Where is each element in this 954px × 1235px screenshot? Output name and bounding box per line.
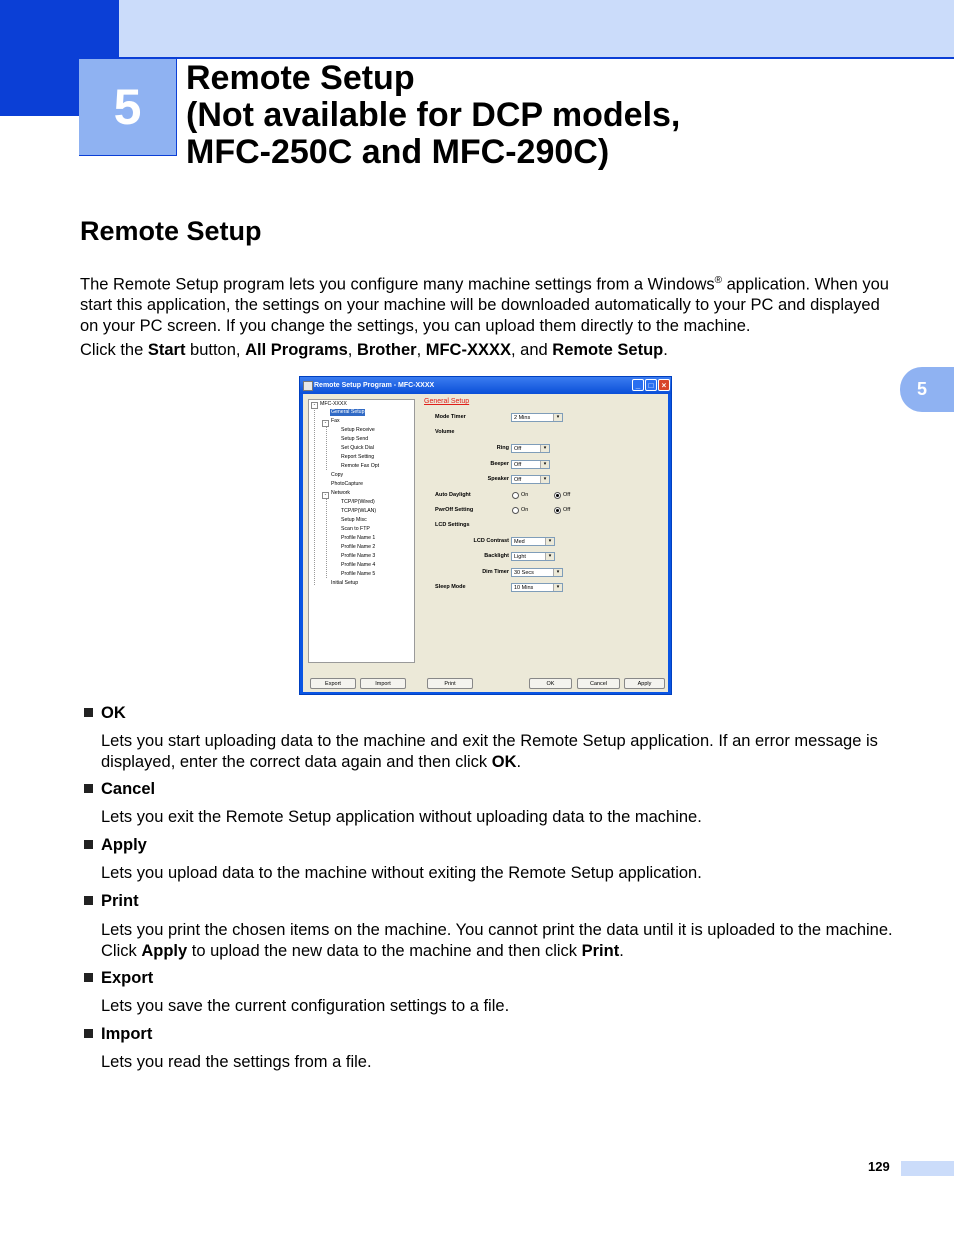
item-ok-heading: OK bbox=[84, 703, 126, 723]
item-import-heading: Import bbox=[84, 1024, 152, 1044]
cancel-button[interactable]: Cancel bbox=[577, 678, 620, 689]
auto-daylight-label: Auto Daylight bbox=[435, 492, 471, 498]
tree-item[interactable]: Profile Name 3 bbox=[341, 553, 376, 559]
mode-timer-dropdown[interactable]: 2 Mins ▾ bbox=[511, 413, 563, 422]
maximize-button[interactable]: □ bbox=[645, 379, 657, 391]
tree-item[interactable]: PhotoCapture bbox=[331, 481, 364, 487]
item-print-heading: Print bbox=[84, 891, 139, 911]
tree-expander-network[interactable]: - bbox=[322, 492, 329, 499]
tree-item-selected[interactable]: General Setup bbox=[331, 409, 365, 415]
item-cancel-desc: Lets you exit the Remote Setup application without uploading data to the machine. bbox=[101, 808, 702, 826]
chevron-down-icon: ▾ bbox=[545, 538, 554, 545]
speaker-label: Speaker bbox=[487, 476, 509, 482]
tree-item[interactable]: Network bbox=[331, 490, 351, 496]
radio-off-label: Off bbox=[563, 507, 571, 513]
tree-item[interactable]: Report Setting bbox=[341, 454, 375, 460]
chapter-title-line-3: MFC-250C and MFC-290C) bbox=[186, 133, 610, 171]
item-import-desc: Lets you read the settings from a file. bbox=[101, 1053, 372, 1071]
auto-daylight-on-radio[interactable] bbox=[512, 492, 519, 499]
sleep-mode-dropdown[interactable]: 10 Mins ▾ bbox=[511, 583, 563, 592]
item-apply-heading: Apply bbox=[84, 835, 147, 855]
window-client-area bbox=[303, 394, 668, 692]
speaker-dropdown[interactable]: Off ▾ bbox=[511, 475, 550, 484]
tree-item[interactable]: Profile Name 4 bbox=[341, 562, 376, 568]
tree-item[interactable]: Profile Name 5 bbox=[341, 571, 376, 577]
tree-item[interactable]: Profile Name 2 bbox=[341, 544, 376, 550]
instruction-paragraph: Click the Start button, All Programs, Brother, MFC-XXXX, and Remote Setup. bbox=[80, 341, 668, 359]
dim-timer-label: Dim Timer bbox=[482, 569, 509, 575]
beeper-dropdown[interactable]: Off ▾ bbox=[511, 460, 550, 469]
radio-off-label: Off bbox=[563, 492, 571, 498]
item-export-heading: Export bbox=[84, 968, 153, 988]
mode-timer-label: Mode Timer bbox=[435, 414, 466, 420]
window-title: Remote Setup Program - MFC-XXXX bbox=[314, 382, 435, 389]
lcd-contrast-label: LCD Contrast bbox=[473, 538, 509, 544]
beeper-label: Beeper bbox=[490, 461, 509, 467]
tree-item[interactable]: Fax bbox=[331, 418, 340, 424]
bullet-square-icon bbox=[84, 708, 93, 717]
radio-on-label: On bbox=[521, 492, 529, 498]
item-export-desc: Lets you save the current configuration settings to a file. bbox=[101, 997, 510, 1015]
item-print-desc: Lets you print the chosen items on the machine. You cannot print the data until it is uploaded to the machine. Click Apply to upload the new data to the machine and then click Print. bbox=[101, 921, 893, 960]
tree-item[interactable]: Setup Misc bbox=[341, 517, 367, 523]
backlight-dropdown[interactable]: Light ▾ bbox=[511, 552, 555, 561]
item-apply-desc: Lets you upload data to the machine without exiting the Remote Setup application. bbox=[101, 864, 702, 882]
chevron-down-icon: ▾ bbox=[553, 584, 562, 591]
bullet-square-icon bbox=[84, 840, 93, 849]
chapter-side-tab: 5 bbox=[900, 367, 954, 412]
chapter-title bbox=[186, 60, 926, 171]
lcd-settings-label: LCD Settings bbox=[435, 522, 470, 528]
remote-setup-window bbox=[299, 376, 672, 695]
tree-item[interactable]: Initial Setup bbox=[331, 580, 359, 586]
tree-item[interactable]: Setup Receive bbox=[341, 427, 375, 433]
item-cancel-heading: Cancel bbox=[84, 779, 155, 799]
chapter-title-line-1: Remote Setup bbox=[186, 59, 415, 97]
chevron-down-icon: ▾ bbox=[545, 553, 554, 560]
import-button[interactable]: Import bbox=[360, 678, 406, 689]
bullet-square-icon bbox=[84, 1029, 93, 1038]
pwroff-setting-label: PwrOff Setting bbox=[435, 507, 474, 513]
backlight-label: Backlight bbox=[484, 553, 509, 559]
tree-item[interactable]: Set Quick Dial bbox=[341, 445, 374, 451]
tree-item[interactable]: Copy bbox=[331, 472, 344, 478]
bullet-square-icon bbox=[84, 973, 93, 982]
chevron-down-icon: ▾ bbox=[553, 414, 562, 421]
settings-panel bbox=[417, 394, 667, 662]
export-button[interactable]: Export bbox=[310, 678, 356, 689]
tree-item[interactable]: MFC-XXXX bbox=[320, 401, 347, 407]
section-title: Remote Setup bbox=[80, 216, 262, 246]
chapter-number-box: 5 bbox=[79, 59, 177, 156]
chevron-down-icon: ▾ bbox=[553, 569, 562, 576]
minimize-button[interactable]: _ bbox=[632, 379, 644, 391]
tree-item[interactable]: Remote Fax Opt bbox=[341, 463, 380, 469]
chevron-down-icon: ▾ bbox=[540, 445, 549, 452]
bullet-square-icon bbox=[84, 784, 93, 793]
bullet-square-icon bbox=[84, 896, 93, 905]
page-number: 129 bbox=[868, 1159, 890, 1174]
dim-timer-dropdown[interactable]: 30 Secs ▾ bbox=[511, 568, 563, 577]
lcd-contrast-dropdown[interactable]: Med ▾ bbox=[511, 537, 555, 546]
sleep-mode-label: Sleep Mode bbox=[435, 584, 466, 590]
tree-item[interactable]: Scan to FTP bbox=[341, 526, 370, 532]
chevron-down-icon: ▾ bbox=[540, 461, 549, 468]
app-icon bbox=[303, 381, 313, 391]
volume-label: Volume bbox=[435, 429, 455, 435]
footer-bar bbox=[901, 1161, 954, 1176]
tree-item[interactable]: Setup Send bbox=[341, 436, 369, 442]
ring-label: Ring bbox=[496, 445, 509, 451]
ok-button[interactable]: OK bbox=[529, 678, 572, 689]
pwroff-off-radio[interactable] bbox=[554, 507, 561, 514]
close-button[interactable]: × bbox=[658, 379, 670, 391]
chapter-title-line-2: (Not available for DCP models, bbox=[186, 96, 681, 134]
print-button[interactable]: Print bbox=[427, 678, 473, 689]
apply-button[interactable]: Apply bbox=[624, 678, 665, 689]
auto-daylight-off-radio[interactable] bbox=[554, 492, 561, 499]
panel-title: General Setup bbox=[424, 398, 470, 405]
pwroff-on-radio[interactable] bbox=[512, 507, 519, 514]
chevron-down-icon: ▾ bbox=[540, 476, 549, 483]
settings-tree bbox=[308, 399, 415, 663]
tree-item[interactable]: TCP/IP(WLAN) bbox=[341, 508, 377, 514]
intro-paragraph: The Remote Setup program lets you configure many machine settings from a Windows® application. When you start this application, the settings on your machine will be downloaded automatically to your PC and displayed on your PC screen. If you change the settings, you can upload them directly to the machine. bbox=[80, 275, 889, 335]
tree-item[interactable]: TCP/IP(Wired) bbox=[341, 499, 375, 505]
tree-expander-root[interactable]: - bbox=[311, 402, 318, 409]
tree-item[interactable]: Profile Name 1 bbox=[341, 535, 376, 541]
ring-dropdown[interactable]: Off ▾ bbox=[511, 444, 550, 453]
radio-on-label: On bbox=[521, 507, 529, 513]
tree-expander-fax[interactable]: - bbox=[322, 420, 329, 427]
item-ok-desc: Lets you start uploading data to the machine and exit the Remote Setup application. If an error message is displayed, enter the correct data again and then click OK. bbox=[101, 732, 878, 771]
window-titlebar bbox=[300, 377, 671, 394]
header-band bbox=[0, 0, 954, 58]
